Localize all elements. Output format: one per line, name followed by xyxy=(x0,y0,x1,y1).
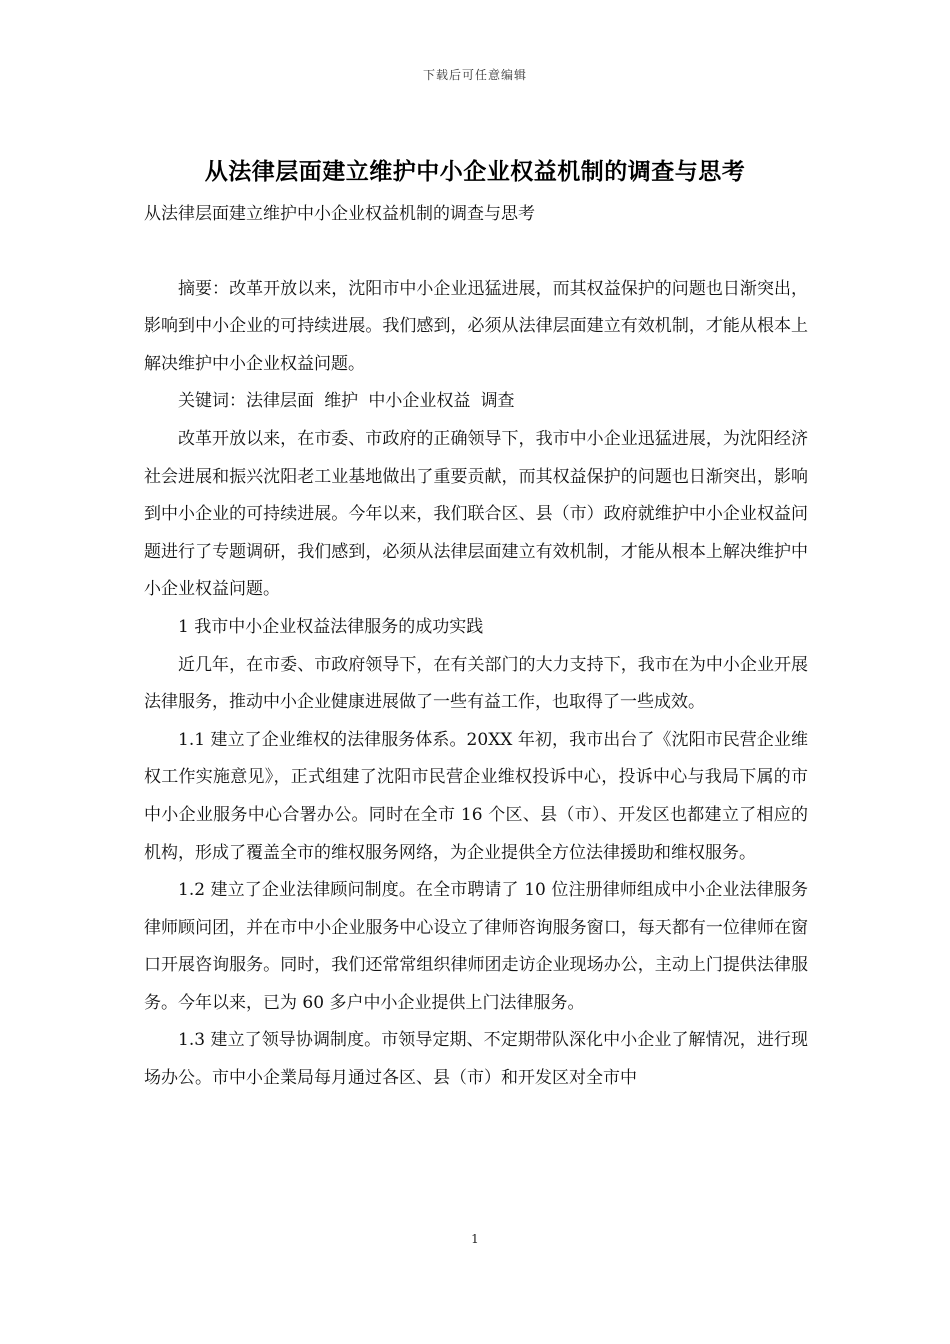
keywords-line xyxy=(144,383,808,421)
subsection-1-1-paragraph: 1.1 建立了企业维权的法律服务体系。20XX 年初，我市出台了《沈阳市民营企业维权工作实施意见》，正式组建了沈阳市民营企业维权投诉中心，投诉中心与我局下属的市中小企业服务中心合署办公。同时在全市 16 个区、县（市）、开发区也都建立了相应的机构，形成了覆盖全市的维权服务网络，为企业提供全方位法律援助和维权服务。 xyxy=(144,729,808,863)
keyword-item: 维护 xyxy=(324,391,359,412)
document-body xyxy=(144,196,808,1098)
page-number: 1 xyxy=(471,1232,479,1246)
keyword-item: 中小企业权益 xyxy=(368,391,471,412)
header-note: 下载后可任意编辑 xyxy=(422,68,527,82)
document-title: 从法律层面建立维护中小企业权益机制的调查与思考 xyxy=(204,158,746,185)
subsection-1-3-paragraph: 1.3 建立了领导协调制度。市领导定期、不定期带队深化中小企业了解情况，进行现场办公。市中小企業局每月通过各区、县（市）和开发区对全市中 xyxy=(144,1030,808,1089)
intro-paragraph: 改革开放以来，在市委、市政府的正确领导下，我市中小企业迅猛进展，为沈阳经济社会进展和振兴沈阳老工业基地做出了重要贡献，而其权益保护的问题也日渐突出，影响到中小企业的可持续进展。今年以来，我们联合区、县（市）政府就维护中小企业权益问题进行了专题调研，我们感到，必须从法律层面建立有效机制，才能从根本上解决维护中小企业权益问题。 xyxy=(144,428,808,600)
keywords-label: 关键词： xyxy=(178,391,246,412)
document-subtitle: 从法律层面建立维护中小企业权益机制的调查与思考 xyxy=(144,204,535,224)
abstract-paragraph: 摘要：改革开放以来，沈阳市中小企业迅猛进展，而其权益保护的问题也日渐突出，影响到中小企业的可持续进展。我们感到，必须从法律层面建立有效机制，才能从根本上解决维护中小企业权益问题。 xyxy=(144,278,808,374)
keyword-item: 调查 xyxy=(480,391,515,412)
section-heading: 1 我市中小企业权益法律服务的成功实践 xyxy=(178,616,484,637)
keyword-item: 法律层面 xyxy=(246,391,314,412)
section-intro-paragraph: 近几年，在市委、市政府领导下，在有关部门的大力支持下，我市在为中小企业开展法律服务，推动中小企业健康进展做了一些有益工作，也取得了一些成效。 xyxy=(144,654,808,713)
subsection-1-2-paragraph: 1.2 建立了企业法律顾问制度。在全市聘请了 10 位注册律师组成中小企业法律服务律师顾问团，并在市中小企业服务中心设立了律师咨询服务窗口，每天都有一位律师在窗口开展咨询服务。同时，我们还常常组织律师团走访企业现场办公，主动上门提供法律服务。今年以来，已为 60 多户中小企业提供上门法律服务。 xyxy=(144,880,808,1013)
